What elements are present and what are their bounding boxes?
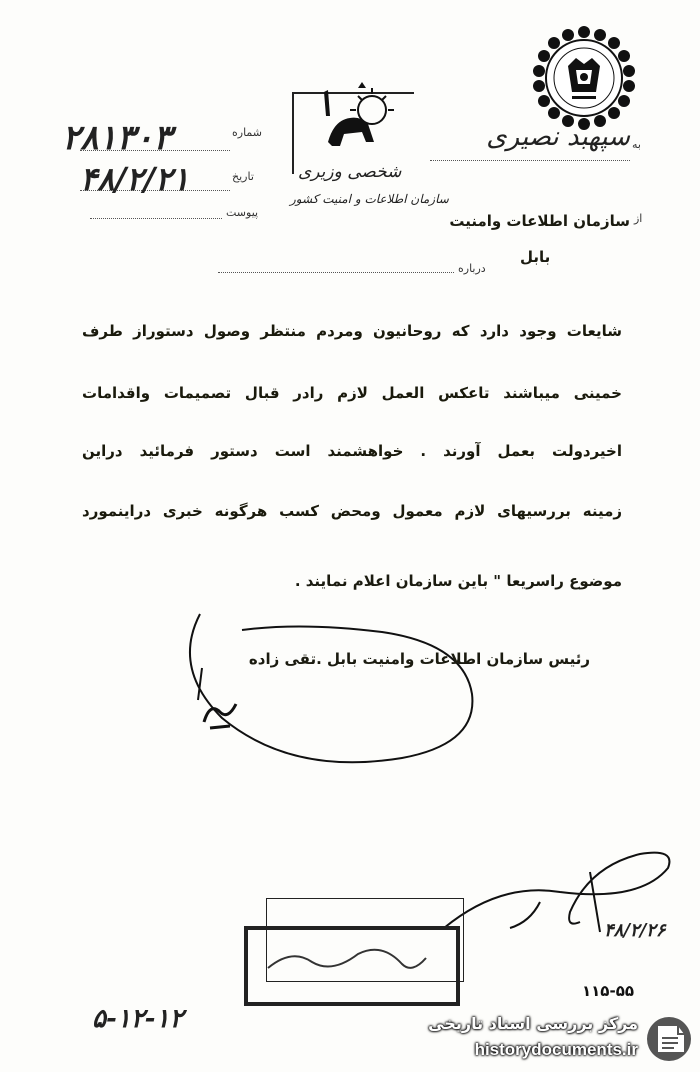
stamp-scribble-icon (262, 940, 432, 984)
date-value: ۴۸/۲/۲۱ (80, 160, 190, 198)
stamp-note-name: شخصی وزیری (298, 162, 402, 182)
number-value: ۲۸۱۳۰۳ (62, 118, 172, 158)
subject-line (218, 272, 454, 273)
initials-scribble-icon (200, 698, 240, 732)
attachment-line (90, 218, 222, 219)
from-prefix: از (634, 212, 643, 225)
file-code: ۱۱۵-۵۵ (582, 982, 635, 1000)
watermark (412, 1010, 694, 1068)
body-line: خمینی میباشند تاعکس العمل لازم رادر قبال تصمیمات واقدامات (82, 384, 622, 402)
handwritten-date: ۴۸/۲/۲۶ (604, 920, 666, 941)
seal-icon (528, 22, 640, 134)
watermark-url: historydocuments.ir (474, 1040, 638, 1059)
lion-and-sun-icon (314, 82, 404, 160)
to-prefix: به (632, 138, 641, 151)
to-line (430, 160, 630, 161)
subject-label: درباره (458, 262, 486, 275)
body-line: شایعات وجود دارد که روحانیون ومردم منتظر وصول دستوراز طرف (82, 322, 622, 340)
stamp-note-organization: سازمان اطلاعات و امنیت کشور (290, 192, 449, 206)
from-value: سازمان اطلاعات وامنیت (449, 212, 630, 230)
attachment-label: پیوست (226, 206, 259, 219)
watermark-title: مرکز بررسی اسناد تاریخی (428, 1014, 638, 1033)
body-line: اخیردولت بعمل آورند . خواهشمند است دستور فرمائید دراین (82, 442, 622, 460)
body-line: موضوع راسریعا " باین سازمان اعلام نمایند . (294, 572, 622, 590)
archive-logo-icon (644, 1014, 694, 1064)
signature-text: رئیس سازمان اطلاعات وامنیت بابل .تقی زاده (248, 650, 590, 668)
date-label: تاریخ (232, 170, 254, 183)
body-line: زمینه بررسیهای لازم معمول ومحض کسب هرگونه خبری دراینمورد (82, 502, 622, 520)
archive-number: ۵-۱۲-۱۲ (92, 1004, 184, 1034)
from-city: بابل (520, 248, 551, 266)
to-value: سپهبد نصیری (486, 122, 630, 152)
number-label: شماره (232, 126, 263, 139)
official-seal (528, 22, 640, 134)
signature-circle (182, 608, 482, 778)
